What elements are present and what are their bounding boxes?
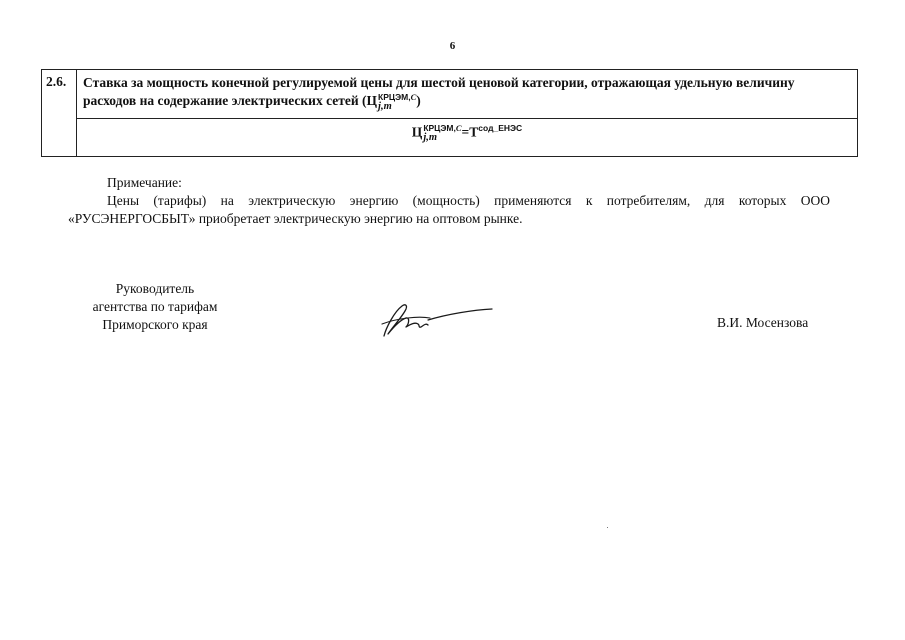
signer-position-line2: агентства по тарифам — [92, 299, 218, 314]
note-block — [68, 174, 830, 228]
symbol-superscript-italic: С — [410, 92, 417, 102]
formula-lhs-indices — [423, 123, 461, 143]
formula-cell — [77, 119, 858, 157]
formula-lhs-superscript-text: КРЦЭМ, — [423, 123, 456, 134]
description-close: ) — [416, 93, 421, 109]
formula-lhs-subscript: j,m — [423, 132, 438, 144]
row-number: 2.6. — [42, 70, 77, 157]
row-description — [77, 70, 858, 119]
tariff-table — [41, 69, 858, 157]
symbol-subscript: j,m — [378, 101, 392, 112]
signer-position-line3: Приморского края — [102, 317, 208, 332]
formula-equals: = — [461, 124, 470, 140]
signer-position — [80, 280, 230, 334]
signer-position-line1: Руководитель — [115, 281, 195, 296]
signer-name: В.И. Мосензова — [717, 315, 809, 330]
page-number: 6 — [449, 40, 456, 52]
note-text: Цены (тарифы) на электрическую энергию (мощность) применяются к потребителям, для которых ООО «РУСЭНЕРГОСБЫТ» приобретает электрическую энергию на оптовом рынке. — [68, 193, 830, 226]
scan-speck — [607, 527, 608, 528]
handwritten-signature — [378, 294, 496, 340]
symbol-indices — [378, 92, 416, 112]
symbol-ts: Ц — [366, 93, 378, 109]
note-title: Примечание: — [107, 175, 182, 190]
formula-rhs-superscript: сод_ЕНЭС — [478, 123, 523, 133]
formula-lhs-superscript-italic: С — [455, 123, 462, 134]
table-row — [42, 119, 858, 157]
formula-rhs-symbol: Т — [469, 124, 479, 140]
description-text: Ставка за мощность конечной регулируемой цены для шестой ценовой категории, отражающая удельную величину расходов на содержание электрических сетей ( — [83, 75, 795, 109]
table-row — [42, 70, 858, 119]
formula-lhs-symbol: Ц — [411, 124, 423, 140]
symbol-superscript-text: КРЦЭМ, — [378, 92, 411, 102]
